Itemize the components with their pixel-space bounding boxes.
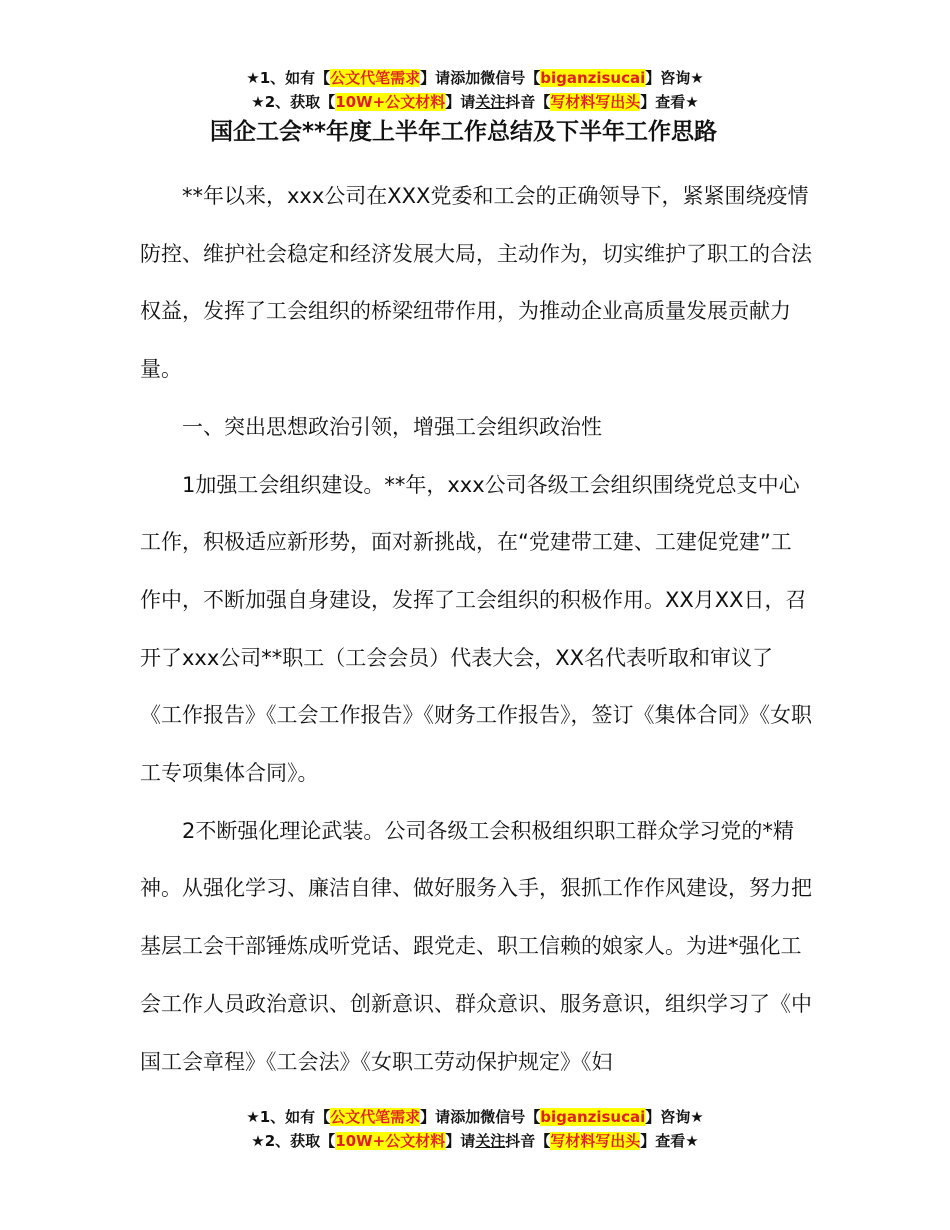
section-heading: 一、突出思想政治引领，增强工会组织政治性 — [182, 414, 602, 439]
document-title: 国企工会**年度上半年工作总结及下半年工作思路 — [209, 119, 718, 145]
promo-text: 】查看★ — [640, 93, 699, 111]
highlight-text: 公文代笔需求 — [330, 69, 421, 87]
promo-text: 微信号【 — [480, 1108, 541, 1126]
promo-text: 】请 — [445, 1132, 476, 1150]
promo-text: 抖音【 — [505, 1132, 551, 1150]
promo-line-1 — [0, 1105, 950, 1129]
promo-banner-top — [0, 66, 950, 114]
promo-text: ★1、如有【 — [246, 69, 331, 87]
promo-text: 】请 — [420, 1108, 451, 1126]
promo-text: 微信号【 — [480, 69, 541, 87]
promo-text: 】查看★ — [640, 1132, 699, 1150]
promo-line-2 — [0, 90, 950, 114]
emphasis-text: 添加 — [450, 69, 481, 87]
promo-text: ★1、如有【 — [246, 1108, 331, 1126]
promo-text: 抖音【 — [505, 93, 551, 111]
paragraph: **年以来，xxx公司在XXX党委和工会的正确领导下，紧紧围绕疫情防控、维护社会稳定和经济发展大局，主动作为，切实维护了职工的合法权益，发挥了工会组织的桥梁纽带作用，为推动企业高质量发展贡献力量。 — [140, 184, 812, 382]
promo-text: 】咨询★ — [645, 69, 704, 87]
promo-text: ★2、获取【 — [251, 1132, 336, 1150]
highlight-text: 10W+公文材料 — [335, 93, 446, 111]
document-body — [140, 168, 812, 1091]
emphasis-text: 关注 — [475, 93, 506, 111]
douyin-id: 写材料写出头 — [550, 93, 641, 111]
promo-text: 】请 — [445, 93, 476, 111]
promo-line-1 — [0, 66, 950, 90]
paragraph: 1加强工会组织建设。**年，xxx公司各级工会组织围绕党总支中心工作，积极适应新形势，面对新挑战，在“党建带工建、工建促党建”工作中，不断加强自身建设，发挥了工会组织的积极作用。XX月XX日，召开了xxx公司**职工（工会会员）代表大会，XX名代表听取和审议了《工作报告》《工会工作报告》《财务工作报告》，签订《集体合同》《女职工专项集体合同》。 — [140, 472, 812, 786]
emphasis-text: 添加 — [450, 1108, 481, 1126]
highlight-text: 公文代笔需求 — [330, 1108, 421, 1126]
emphasis-text: 关注 — [475, 1132, 506, 1150]
promo-line-2 — [0, 1129, 950, 1153]
promo-text: 】咨询★ — [645, 1108, 704, 1126]
highlight-text: 10W+公文材料 — [335, 1132, 446, 1150]
promo-text: 】请 — [420, 69, 451, 87]
promo-text: ★2、获取【 — [251, 93, 336, 111]
wechat-id: biganzisucai — [540, 1108, 646, 1126]
douyin-id: 写材料写出头 — [550, 1132, 641, 1150]
wechat-id: biganzisucai — [540, 69, 646, 87]
promo-banner-bottom — [0, 1105, 950, 1153]
paragraph: 2不断强化理论武装。公司各级工会积极组织职工群众学习党的*精神。从强化学习、廉洁自律、做好服务入手，狠抓工作作风建设，努力把基层工会干部锤炼成听党话、跟党走、职工信赖的娘家人。为进*强化工会工作人员政治意识、创新意识、群众意识、服务意识，组织学习了《中国工会章程》《工会法》《女职工劳动保护规定》《妇 — [140, 818, 812, 1074]
